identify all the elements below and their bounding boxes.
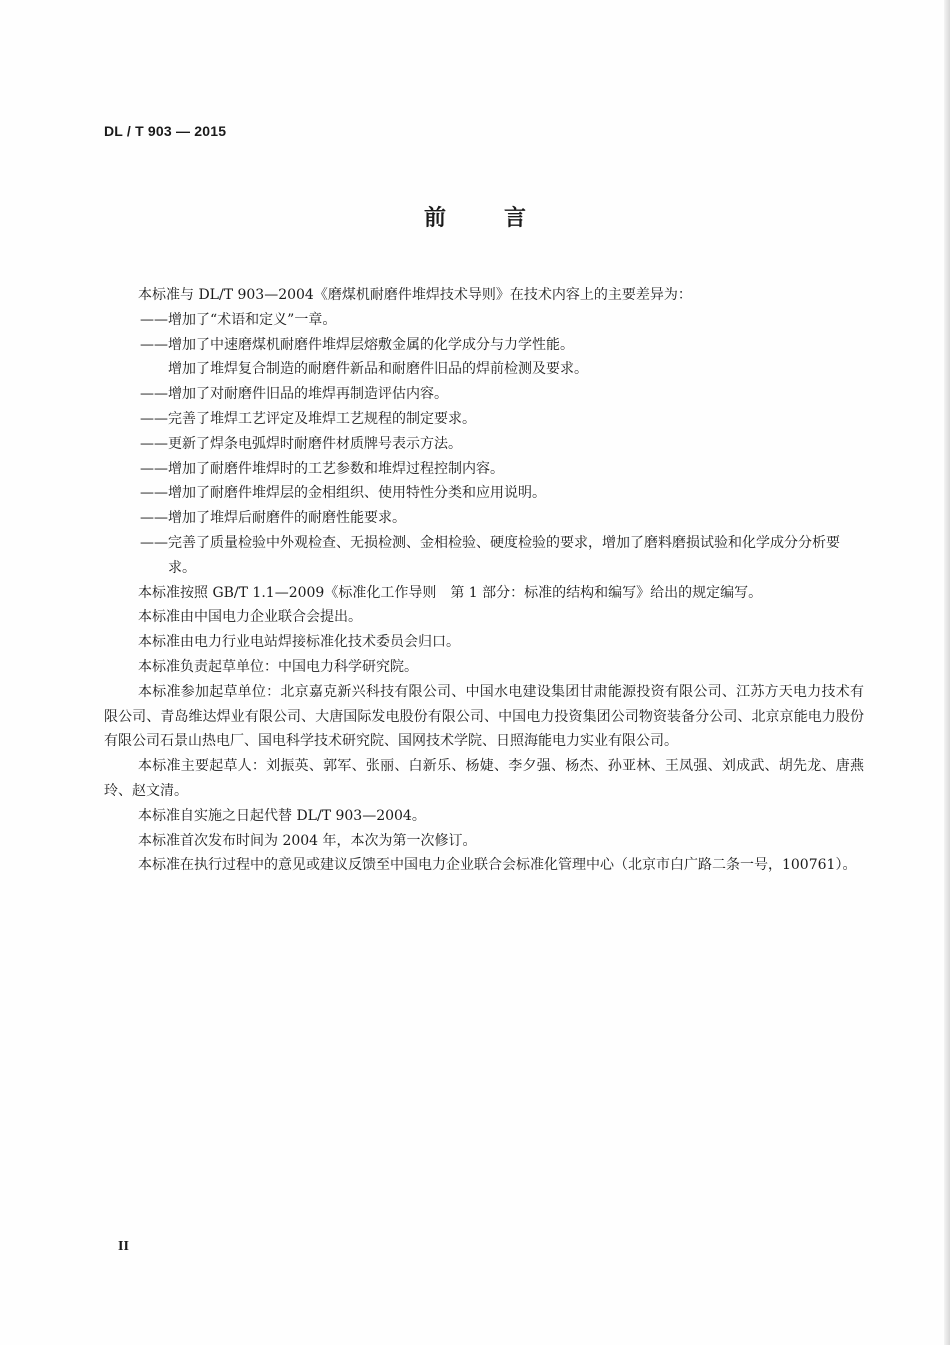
body-paragraph: 本标准由电力行业电站焊接标准化技术委员会归口。 (138, 634, 460, 651)
change-item: ——增加了“术语和定义”一章。 (140, 311, 337, 328)
standard-id: DL / T 903 — 2015 (104, 123, 227, 139)
page-title: 前言 (423, 206, 584, 231)
body-paragraph: 本标准自实施之日起代替 DL/T 903—2004。 (138, 807, 426, 824)
change-item: ——完善了质量检验中外观检查、无损检测、金相检验、硬度检验的要求，增加了磨料磨损试验和化学成分分析要求。 (140, 534, 840, 576)
change-item: 增加了堆焊复合制造的耐磨件新品和耐磨件旧品的焊前检测及要求。 (168, 361, 588, 378)
body-paragraph: 本标准主要起草人：刘振英、郭军、张丽、白新乐、杨婕、李夕强、杨杰、孙亚林、王凤强、刘成武、胡先龙、唐燕玲、赵文清。 (104, 758, 864, 799)
change-item: ——增加了堆焊后耐磨件的耐磨性能要求。 (140, 510, 406, 527)
body-paragraph: 本标准参加起草单位：北京嘉克新兴科技有限公司、中国水电建设集团甘肃能源投资有限公司、江苏方天电力技术有限公司、青岛维达焊业有限公司、大唐国际发电股份有限公司、中国电力投资集团公司物资装备分公司、北京京能电力股份有限公司石景山热电厂、国电科学技术研究院、国网技术学院、日照海能电力实业有限公司。 (104, 683, 864, 750)
change-item: ——完善了堆焊工艺评定及堆焊工艺规程的制定要求。 (140, 410, 476, 427)
body-paragraph: 本标准负责起草单位：中国电力科学研究院。 (138, 658, 418, 675)
change-item: ——增加了耐磨件堆焊层的金相组织、使用特性分类和应用说明。 (140, 485, 546, 502)
body-paragraph: 本标准在执行过程中的意见或建议反馈至中国电力企业联合会标准化管理中心（北京市白广路二条一号，100761）。 (138, 857, 857, 874)
body-paragraph: 本标准按照 GB/T 1.1—2009《标准化工作导则 第 1 部分：标准的结构和编写》给出的规定编写。 (138, 584, 763, 601)
body-paragraph: 本标准由中国电力企业联合会提出。 (138, 609, 362, 626)
change-item: ——增加了中速磨煤机耐磨件堆焊层熔敷金属的化学成分与力学性能。 (140, 336, 574, 353)
change-item: ——增加了耐磨件堆焊时的工艺参数和堆焊过程控制内容。 (140, 460, 504, 477)
page-number: II (118, 1239, 129, 1254)
foreword-body (104, 283, 864, 878)
intro-paragraph: 本标准与 DL/T 903—2004《磨煤机耐磨件堆焊技术导则》在技术内容上的主要差异为： (138, 287, 692, 303)
change-item: ——更新了焊条电弧焊时耐磨件材质牌号表示方法。 (140, 435, 462, 452)
body-paragraph: 本标准首次发布时间为 2004 年，本次为第一次修订。 (138, 832, 477, 849)
change-item: ——增加了对耐磨件旧品的堆焊再制造评估内容。 (140, 386, 448, 403)
